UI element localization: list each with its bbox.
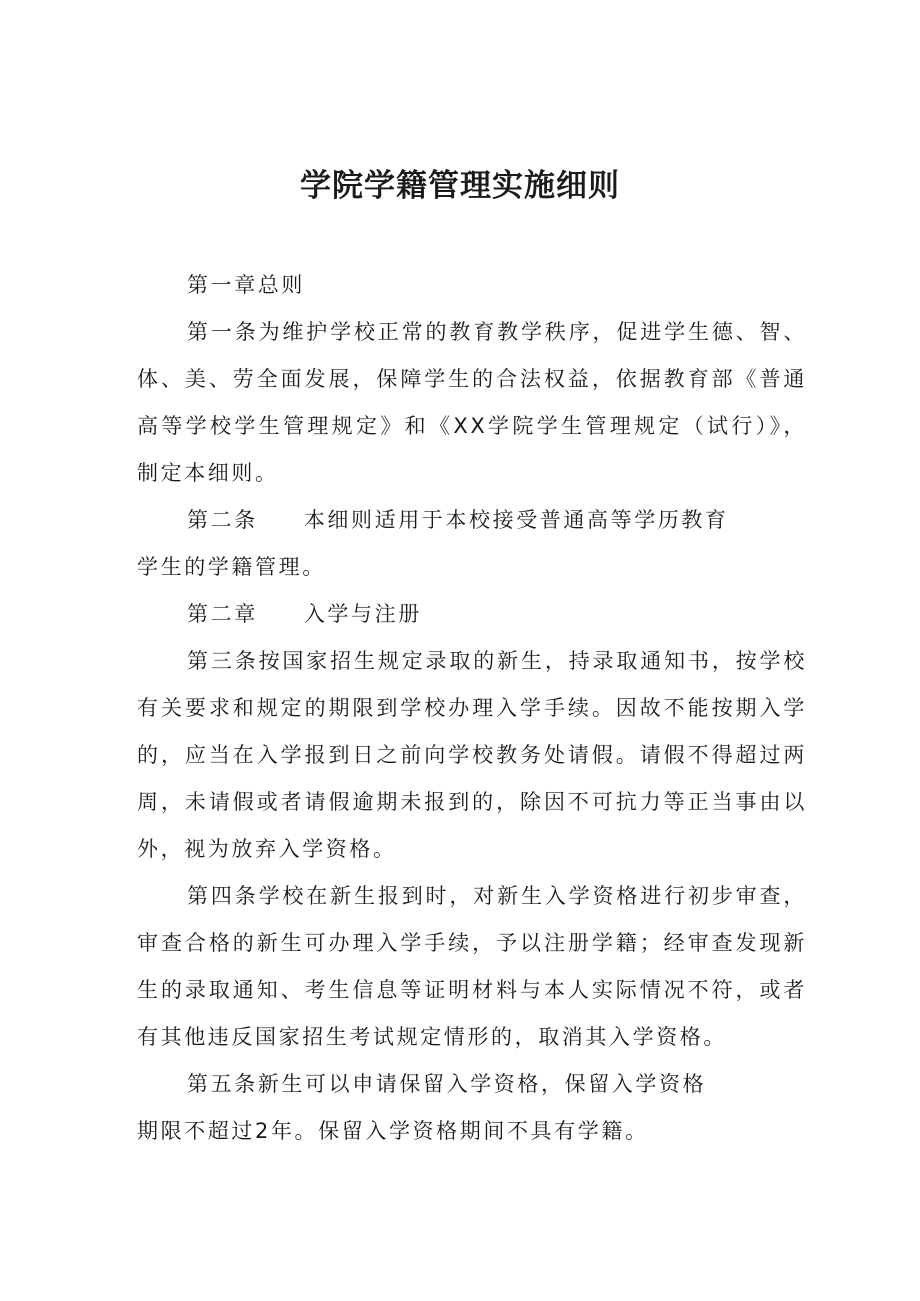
article-5: 第五条新生可以申请保留入学资格，保留入学资格 [187, 1072, 707, 1096]
chapter-2-title: 入学与注册 [303, 602, 422, 626]
chapter-1-title: 第一章总则 [187, 273, 305, 297]
chapter-heading [137, 262, 807, 309]
article-5-continuation: 期限不超过2年。保留入学资格期间不具有学籍。 [137, 1119, 649, 1143]
article-2 [137, 497, 807, 544]
chapter-heading [137, 591, 807, 638]
article-1: 第一条为维护学校正常的教育教学秩序，促进学生德、智、体、美、劳全面发展，保障学生的合法权益，依据教育部《普通高等学校学生管理规定》和《XX学院学生管理规定（试行）》，制定本细则。 [137, 320, 807, 485]
article-2-number: 第二条 [187, 508, 258, 532]
article-2-continuation: 学生的学籍管理。 [137, 555, 326, 579]
chapter-2-number: 第二章 [187, 602, 258, 626]
article-4: 第四条学校在新生报到时，对新生入学资格进行初步审查，审查合格的新生可办理入学手续，予以注册学籍；经审查发现新生的录取通知、考生信息等证明材料与本人实际情况不符，或者有其他违反国家招生考试规定情形的，取消其入学资格。 [137, 884, 807, 1049]
article-2-text: 本细则适用于本校接受普通高等学历教育 [303, 508, 729, 532]
article-3: 第三条按国家招生规定录取的新生，持录取通知书，按学校有关要求和规定的期限到学校办理入学手续。因故不能按期入学的，应当在入学报到日之前向学校教务处请假。请假不得超过两周，未请假或者请假逾期未报到的，除因不可抗力等正当事由以外，视为放弃入学资格。 [137, 649, 807, 861]
document-title: 学院学籍管理实施细则 [300, 168, 620, 204]
document-body [137, 262, 807, 1155]
